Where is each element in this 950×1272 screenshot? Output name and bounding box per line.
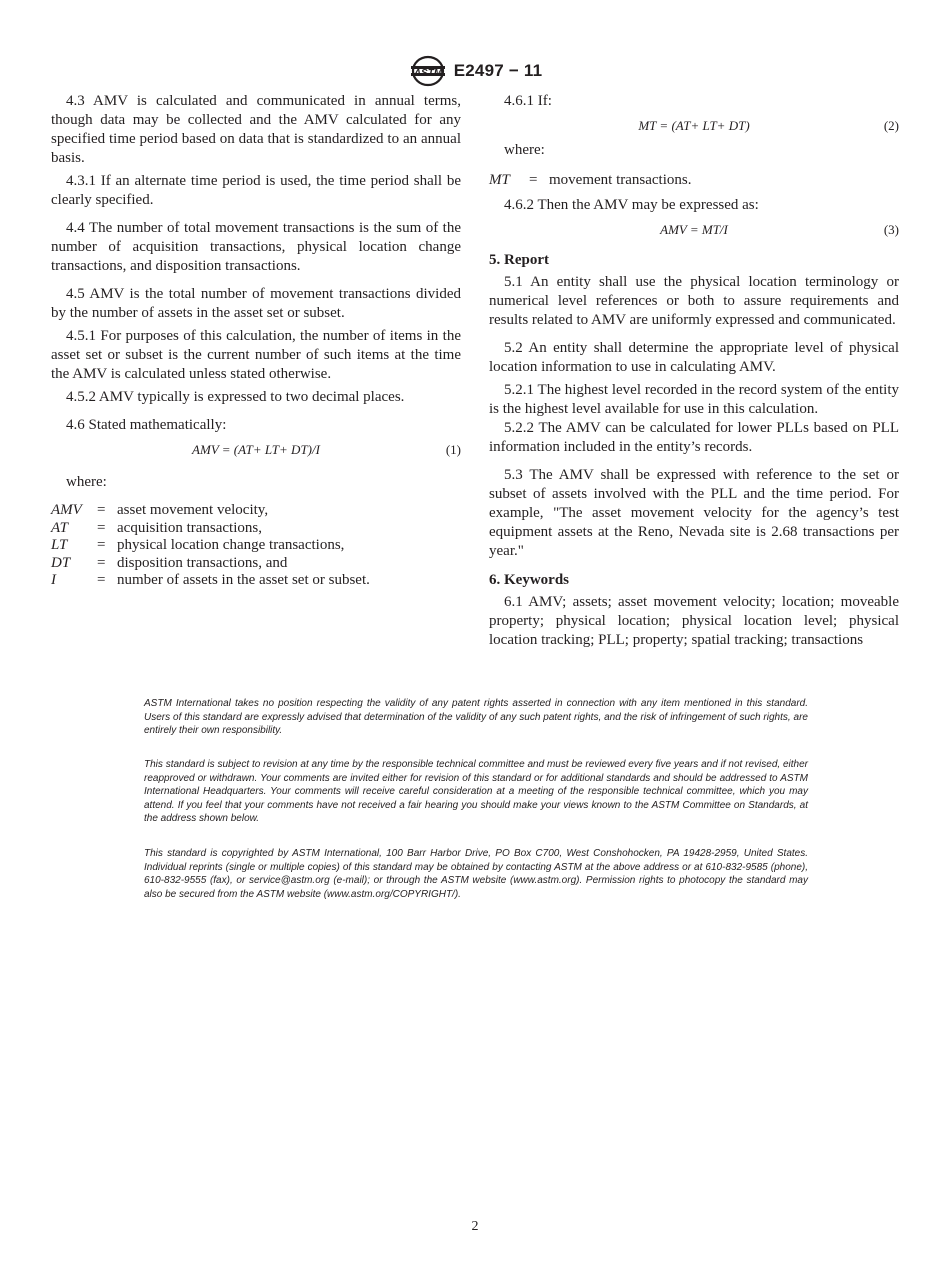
para-4-5: 4.5 AMV is the total number of movement transactions divided by the number of assets in the asset set or subset.	[51, 286, 461, 321]
definition-text: acquisition transactions,	[117, 519, 262, 536]
definition-symbol: AT	[51, 519, 68, 536]
definition-equals: =	[97, 537, 106, 553]
page-number: 2	[471, 1219, 479, 1234]
definition-text: movement transactions.	[549, 172, 692, 188]
equation-1-expression: AMV = (AT+ LT+ DT)/I	[192, 442, 320, 457]
page-header	[0, 54, 950, 88]
definition-equals: =	[97, 502, 106, 518]
definition-text: disposition transactions, and	[117, 554, 288, 571]
definition-symbol: AMV	[51, 502, 82, 518]
para-4-6-1: 4.6.1 If:	[504, 93, 552, 109]
definition-text: number of assets in the asset set or subset.	[117, 572, 370, 588]
section-heading-report: 5. Report	[489, 251, 549, 268]
definition-row	[51, 502, 461, 520]
equation-2-number: (2)	[883, 118, 899, 133]
symbol-definitions	[51, 502, 461, 590]
equation-2	[489, 115, 899, 137]
para-4-3: 4.3 AMV is calculated and communicated in annual terms, though data may be collected and the AMV calculated for any specified time period based on data that is standardized to an annual basis.	[51, 93, 461, 166]
para-5-1: 5.1 An entity shall use the physical location terminology or numerical level references or both to assure requirements and results related to AMV are uniformly expressed and communicated.	[489, 273, 899, 328]
definition-equals: =	[97, 519, 106, 536]
definition-symbol: I	[51, 572, 56, 588]
para-4-5-1: 4.5.1 For purposes of this calculation, the number of items in the asset set or subset is the current number of such items at the time the AMV is calculated unless stated otherwise.	[51, 328, 461, 382]
definition-row	[51, 520, 461, 538]
definition-row	[489, 172, 899, 190]
definition-equals: =	[97, 554, 106, 571]
left-column	[51, 92, 461, 590]
definition-symbol: MT	[489, 172, 510, 188]
where-label: where:	[66, 474, 107, 490]
definition-row	[51, 537, 461, 555]
para-4-3-1: 4.3.1 If an alternate time period is used, the time period shall be clearly specified.	[51, 173, 461, 208]
para-4-4: 4.4 The number of total movement transactions is the sum of the number of acquisition transactions, physical location change transactions, and disposition transactions.	[51, 220, 461, 274]
definition-row	[51, 555, 461, 573]
equation-1	[51, 439, 461, 461]
equation-3-expression: AMV = MT/I	[660, 221, 728, 237]
definition-text: physical location change transactions,	[117, 537, 345, 553]
para-5-2-2: 5.2.2 The AMV can be calculated for lower PLLs based on PLL information included in the entity’s records.	[489, 419, 899, 455]
definition-equals: =	[529, 172, 538, 188]
standard-designation: E2497 − 11	[453, 61, 543, 80]
para-6-1: 6.1 AMV; assets; asset movement velocity; location; moveable property; physical location; physical location level; physical location tracking; PLL; property; spatial tracking; transactions	[489, 593, 899, 648]
section-heading-keywords: 6. Keywords	[489, 571, 569, 588]
para-4-6-2: 4.6.2 Then the AMV may be expressed as:	[504, 196, 759, 213]
definition-symbol: LT	[51, 537, 68, 553]
definition-symbol: DT	[51, 554, 71, 571]
para-5-2-1: 5.2.1 The highest level recorded in the record system of the entity is the highest level available for use in this calculation.	[489, 381, 899, 417]
definition-text: asset movement velocity,	[117, 502, 269, 518]
svg-text:ASTM: ASTM	[413, 68, 442, 79]
copyright-notice: This standard is copyrighted by ASTM International, 100 Barr Harbor Drive, PO Box C700, West Conshohocken, PA 19428-2959, United States. Individual reprints (single or multiple copies) of this standard may be obtained by contacting ASTM at the above address or at 610-832-9585 (phone), 610-832-9555 (fax), or service@astm.org (e-mail); or through the ASTM website (www.astm.org). Permission rights to photocopy the standard may also be secured from the ASTM website (www.astm.org/COPYRIGHT/).	[144, 848, 808, 900]
patent-notice: ASTM International takes no position respecting the validity of any patent rights asserted in connection with any item mentioned in this standard. Users of this standard are expressly advised that determination of the validity of any such patent rights, and the risk of infringement of such rights, are entirely their own responsibility.	[144, 698, 808, 737]
para-5-3: 5.3 The AMV shall be expressed with reference to the set or subset of assets involved with the PLL and the time period. For example, "The asset movement velocity for the agency’s test equipment assets at the Reno, Nevada site is 2.68 transactions per year."	[489, 466, 899, 559]
where-label: where:	[504, 142, 545, 158]
astm-logo	[408, 55, 448, 87]
equation-3-number: (3)	[883, 221, 899, 237]
right-column	[489, 92, 899, 650]
equation-1-number: (1)	[445, 442, 461, 457]
equation-3	[489, 219, 899, 241]
definition-row	[51, 572, 461, 590]
revision-notice: This standard is subject to revision at any time by the responsible technical committee and must be reviewed every five years and if not revised, either reapproved or withdrawn. Your comments are invited either for revision of this standard or for additional standards and should be addressed to ASTM International Headquarters. Your comments will receive careful consideration at a meeting of the responsible technical committee, which you may attend. If you feel that your comments have not received a fair hearing you should make your views known to the ASTM Committee on Standards, at the address shown below.	[144, 759, 808, 825]
para-4-6: 4.6 Stated mathematically:	[66, 417, 227, 433]
para-5-2: 5.2 An entity shall determine the appropriate level of physical location information to use in calculating AMV.	[489, 339, 899, 375]
definition-equals: =	[97, 572, 106, 588]
para-4-5-2: 4.5.2 AMV typically is expressed to two decimal places.	[66, 389, 405, 405]
equation-2-expression: MT = (AT+ LT+ DT)	[638, 118, 750, 133]
